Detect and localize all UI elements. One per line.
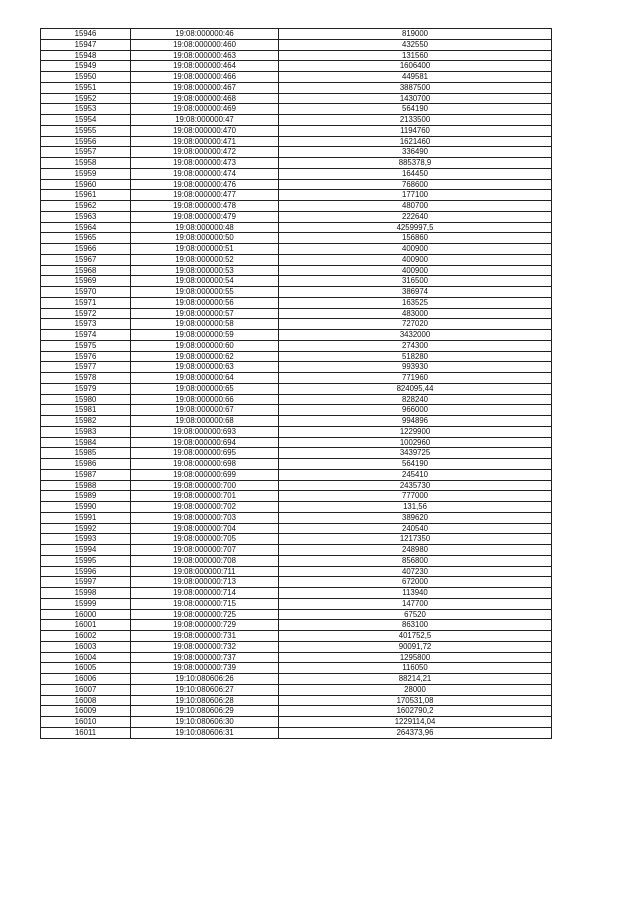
cadastral-number-cell: 19:08:000000:713 bbox=[131, 577, 279, 588]
table-row bbox=[41, 340, 552, 351]
row-number-cell: 15960 bbox=[41, 179, 131, 190]
table-row bbox=[41, 61, 552, 72]
row-number-cell: 15981 bbox=[41, 405, 131, 416]
table-row bbox=[41, 491, 552, 502]
value-cell: 336490 bbox=[279, 147, 552, 158]
value-cell: 177100 bbox=[279, 190, 552, 201]
cadastral-number-cell: 19:08:000000:66 bbox=[131, 394, 279, 405]
cadastral-number-cell: 19:08:000000:739 bbox=[131, 663, 279, 674]
cadastral-number-cell: 19:08:000000:55 bbox=[131, 287, 279, 298]
cadastral-number-cell: 19:08:000000:732 bbox=[131, 641, 279, 652]
value-cell: 564190 bbox=[279, 104, 552, 115]
row-number-cell: 15992 bbox=[41, 523, 131, 534]
table-row bbox=[41, 373, 552, 384]
row-number-cell: 15946 bbox=[41, 29, 131, 40]
table-row bbox=[41, 717, 552, 728]
value-cell: 2435730 bbox=[279, 480, 552, 491]
cadastral-number-cell: 19:08:000000:472 bbox=[131, 147, 279, 158]
value-cell: 480700 bbox=[279, 201, 552, 212]
table-row bbox=[41, 201, 552, 212]
table-row bbox=[41, 351, 552, 362]
cadastral-number-cell: 19:08:000000:699 bbox=[131, 469, 279, 480]
row-number-cell: 15990 bbox=[41, 502, 131, 513]
table-row bbox=[41, 222, 552, 233]
value-cell: 248980 bbox=[279, 545, 552, 556]
row-number-cell: 16001 bbox=[41, 620, 131, 631]
table-row bbox=[41, 319, 552, 330]
row-number-cell: 15948 bbox=[41, 50, 131, 61]
value-cell: 777000 bbox=[279, 491, 552, 502]
row-number-cell: 15994 bbox=[41, 545, 131, 556]
row-number-cell: 15954 bbox=[41, 115, 131, 126]
table-row bbox=[41, 588, 552, 599]
value-cell: 401752,5 bbox=[279, 631, 552, 642]
value-cell: 819000 bbox=[279, 29, 552, 40]
row-number-cell: 15980 bbox=[41, 394, 131, 405]
cadastral-number-cell: 19:08:000000:473 bbox=[131, 158, 279, 169]
row-number-cell: 16003 bbox=[41, 641, 131, 652]
row-number-cell: 15974 bbox=[41, 330, 131, 341]
cadastral-number-cell: 19:08:000000:464 bbox=[131, 61, 279, 72]
row-number-cell: 15986 bbox=[41, 459, 131, 470]
table-row bbox=[41, 147, 552, 158]
cadastral-number-cell: 19:08:000000:707 bbox=[131, 545, 279, 556]
table-row bbox=[41, 330, 552, 341]
value-cell: 156860 bbox=[279, 233, 552, 244]
value-cell: 113940 bbox=[279, 588, 552, 599]
row-number-cell: 15947 bbox=[41, 39, 131, 50]
table-row bbox=[41, 437, 552, 448]
cadastral-number-cell: 19:08:000000:737 bbox=[131, 652, 279, 663]
row-number-cell: 15976 bbox=[41, 351, 131, 362]
row-number-cell: 16000 bbox=[41, 609, 131, 620]
table-row bbox=[41, 545, 552, 556]
cadastral-number-cell: 19:08:000000:56 bbox=[131, 297, 279, 308]
row-number-cell: 15968 bbox=[41, 265, 131, 276]
row-number-cell: 16004 bbox=[41, 652, 131, 663]
value-cell: 993930 bbox=[279, 362, 552, 373]
cadastral-number-cell: 19:08:000000:50 bbox=[131, 233, 279, 244]
row-number-cell: 15957 bbox=[41, 147, 131, 158]
value-cell: 1621460 bbox=[279, 136, 552, 147]
table-row bbox=[41, 72, 552, 83]
row-number-cell: 15962 bbox=[41, 201, 131, 212]
value-cell: 163525 bbox=[279, 297, 552, 308]
cadastral-number-cell: 19:08:000000:58 bbox=[131, 319, 279, 330]
table-row bbox=[41, 566, 552, 577]
row-number-cell: 15973 bbox=[41, 319, 131, 330]
cadastral-number-cell: 19:08:000000:54 bbox=[131, 276, 279, 287]
table-row bbox=[41, 115, 552, 126]
cadastral-number-cell: 19:08:000000:700 bbox=[131, 480, 279, 491]
row-number-cell: 16005 bbox=[41, 663, 131, 674]
cadastral-number-cell: 19:08:000000:64 bbox=[131, 373, 279, 384]
cadastral-number-cell: 19:08:000000:57 bbox=[131, 308, 279, 319]
cadastral-number-cell: 19:08:000000:731 bbox=[131, 631, 279, 642]
table-row bbox=[41, 577, 552, 588]
value-cell: 863100 bbox=[279, 620, 552, 631]
value-cell: 856800 bbox=[279, 555, 552, 566]
row-number-cell: 15950 bbox=[41, 72, 131, 83]
value-cell: 1002960 bbox=[279, 437, 552, 448]
cadastral-number-cell: 19:08:000000:48 bbox=[131, 222, 279, 233]
cadastral-number-cell: 19:08:000000:46 bbox=[131, 29, 279, 40]
cadastral-value-table bbox=[40, 28, 552, 739]
value-cell: 389620 bbox=[279, 512, 552, 523]
value-cell: 1430700 bbox=[279, 93, 552, 104]
value-cell: 88214,21 bbox=[279, 674, 552, 685]
value-cell: 1606400 bbox=[279, 61, 552, 72]
value-cell: 449581 bbox=[279, 72, 552, 83]
row-number-cell: 15952 bbox=[41, 93, 131, 104]
cadastral-number-cell: 19:08:000000:711 bbox=[131, 566, 279, 577]
row-number-cell: 16009 bbox=[41, 706, 131, 717]
value-cell: 316500 bbox=[279, 276, 552, 287]
row-number-cell: 15953 bbox=[41, 104, 131, 115]
cadastral-number-cell: 19:08:000000:715 bbox=[131, 598, 279, 609]
table-row bbox=[41, 631, 552, 642]
value-cell: 727020 bbox=[279, 319, 552, 330]
cadastral-number-cell: 19:08:000000:62 bbox=[131, 351, 279, 362]
row-number-cell: 15959 bbox=[41, 168, 131, 179]
table-row bbox=[41, 706, 552, 717]
value-cell: 386974 bbox=[279, 287, 552, 298]
table-row bbox=[41, 179, 552, 190]
table-row bbox=[41, 190, 552, 201]
value-cell: 131,56 bbox=[279, 502, 552, 513]
table-row bbox=[41, 29, 552, 40]
value-cell: 407230 bbox=[279, 566, 552, 577]
row-number-cell: 15969 bbox=[41, 276, 131, 287]
value-cell: 1194760 bbox=[279, 125, 552, 136]
cadastral-number-cell: 19:08:000000:478 bbox=[131, 201, 279, 212]
row-number-cell: 15998 bbox=[41, 588, 131, 599]
cadastral-number-cell: 19:08:000000:705 bbox=[131, 534, 279, 545]
row-number-cell: 15949 bbox=[41, 61, 131, 72]
row-number-cell: 15983 bbox=[41, 426, 131, 437]
cadastral-number-cell: 19:08:000000:701 bbox=[131, 491, 279, 502]
value-cell: 67520 bbox=[279, 609, 552, 620]
row-number-cell: 15967 bbox=[41, 254, 131, 265]
value-cell: 768600 bbox=[279, 179, 552, 190]
value-cell: 483000 bbox=[279, 308, 552, 319]
row-number-cell: 16007 bbox=[41, 684, 131, 695]
value-cell: 3439725 bbox=[279, 448, 552, 459]
row-number-cell: 15991 bbox=[41, 512, 131, 523]
row-number-cell: 15978 bbox=[41, 373, 131, 384]
row-number-cell: 15996 bbox=[41, 566, 131, 577]
value-cell: 885378,9 bbox=[279, 158, 552, 169]
row-number-cell: 15966 bbox=[41, 244, 131, 255]
cadastral-number-cell: 19:10:080606:30 bbox=[131, 717, 279, 728]
table-row bbox=[41, 555, 552, 566]
row-number-cell: 15964 bbox=[41, 222, 131, 233]
table-row bbox=[41, 265, 552, 276]
row-number-cell: 15963 bbox=[41, 211, 131, 222]
value-cell: 274300 bbox=[279, 340, 552, 351]
cadastral-number-cell: 19:08:000000:68 bbox=[131, 416, 279, 427]
value-cell: 824095,44 bbox=[279, 383, 552, 394]
table-row bbox=[41, 641, 552, 652]
row-number-cell: 15984 bbox=[41, 437, 131, 448]
cadastral-number-cell: 19:08:000000:468 bbox=[131, 93, 279, 104]
value-cell: 222640 bbox=[279, 211, 552, 222]
value-cell: 672000 bbox=[279, 577, 552, 588]
cadastral-number-cell: 19:08:000000:479 bbox=[131, 211, 279, 222]
table-row bbox=[41, 459, 552, 470]
cadastral-number-cell: 19:08:000000:52 bbox=[131, 254, 279, 265]
row-number-cell: 15970 bbox=[41, 287, 131, 298]
value-cell: 564190 bbox=[279, 459, 552, 470]
value-cell: 170531,08 bbox=[279, 695, 552, 706]
cadastral-number-cell: 19:08:000000:695 bbox=[131, 448, 279, 459]
value-cell: 4259997,5 bbox=[279, 222, 552, 233]
cadastral-number-cell: 19:08:000000:729 bbox=[131, 620, 279, 631]
value-cell: 400900 bbox=[279, 265, 552, 276]
table-row bbox=[41, 136, 552, 147]
row-number-cell: 15988 bbox=[41, 480, 131, 491]
table-row bbox=[41, 125, 552, 136]
table-row bbox=[41, 308, 552, 319]
table-row bbox=[41, 695, 552, 706]
table-row bbox=[41, 244, 552, 255]
table-row bbox=[41, 652, 552, 663]
table-row bbox=[41, 448, 552, 459]
table-row bbox=[41, 383, 552, 394]
row-number-cell: 15979 bbox=[41, 383, 131, 394]
table-row bbox=[41, 39, 552, 50]
table-row bbox=[41, 609, 552, 620]
table-row bbox=[41, 362, 552, 373]
cadastral-number-cell: 19:10:080606:27 bbox=[131, 684, 279, 695]
table-row bbox=[41, 469, 552, 480]
value-cell: 400900 bbox=[279, 254, 552, 265]
value-cell: 828240 bbox=[279, 394, 552, 405]
row-number-cell: 15956 bbox=[41, 136, 131, 147]
row-number-cell: 15985 bbox=[41, 448, 131, 459]
cadastral-number-cell: 19:08:000000:693 bbox=[131, 426, 279, 437]
cadastral-number-cell: 19:10:080606:29 bbox=[131, 706, 279, 717]
row-number-cell: 15999 bbox=[41, 598, 131, 609]
row-number-cell: 15951 bbox=[41, 82, 131, 93]
value-cell: 1229114,04 bbox=[279, 717, 552, 728]
row-number-cell: 15997 bbox=[41, 577, 131, 588]
cadastral-number-cell: 19:08:000000:725 bbox=[131, 609, 279, 620]
cadastral-number-cell: 19:08:000000:714 bbox=[131, 588, 279, 599]
cadastral-number-cell: 19:08:000000:59 bbox=[131, 330, 279, 341]
table-row bbox=[41, 168, 552, 179]
value-cell: 264373,96 bbox=[279, 727, 552, 738]
table-row bbox=[41, 620, 552, 631]
cadastral-number-cell: 19:08:000000:703 bbox=[131, 512, 279, 523]
cadastral-number-cell: 19:08:000000:702 bbox=[131, 502, 279, 513]
cadastral-number-cell: 19:10:080606:31 bbox=[131, 727, 279, 738]
table-row bbox=[41, 297, 552, 308]
table-row bbox=[41, 674, 552, 685]
table-row bbox=[41, 663, 552, 674]
table-row bbox=[41, 158, 552, 169]
cadastral-number-cell: 19:08:000000:466 bbox=[131, 72, 279, 83]
value-cell: 1602790,2 bbox=[279, 706, 552, 717]
cadastral-number-cell: 19:08:000000:60 bbox=[131, 340, 279, 351]
cadastral-number-cell: 19:08:000000:471 bbox=[131, 136, 279, 147]
value-cell: 240540 bbox=[279, 523, 552, 534]
table-row bbox=[41, 684, 552, 695]
value-cell: 994896 bbox=[279, 416, 552, 427]
cadastral-number-cell: 19:08:000000:53 bbox=[131, 265, 279, 276]
table-row bbox=[41, 512, 552, 523]
row-number-cell: 15972 bbox=[41, 308, 131, 319]
cadastral-number-cell: 19:10:080606:26 bbox=[131, 674, 279, 685]
table-row bbox=[41, 254, 552, 265]
cadastral-number-cell: 19:08:000000:470 bbox=[131, 125, 279, 136]
cadastral-number-cell: 19:08:000000:63 bbox=[131, 362, 279, 373]
cadastral-number-cell: 19:08:000000:708 bbox=[131, 555, 279, 566]
table-row bbox=[41, 104, 552, 115]
row-number-cell: 15958 bbox=[41, 158, 131, 169]
row-number-cell: 15989 bbox=[41, 491, 131, 502]
value-cell: 1295800 bbox=[279, 652, 552, 663]
row-number-cell: 16010 bbox=[41, 717, 131, 728]
table-row bbox=[41, 287, 552, 298]
table-row bbox=[41, 394, 552, 405]
table-row bbox=[41, 93, 552, 104]
table-row bbox=[41, 523, 552, 534]
table-row bbox=[41, 598, 552, 609]
row-number-cell: 15995 bbox=[41, 555, 131, 566]
cadastral-number-cell: 19:08:000000:51 bbox=[131, 244, 279, 255]
table-row bbox=[41, 50, 552, 61]
table-row bbox=[41, 276, 552, 287]
row-number-cell: 15961 bbox=[41, 190, 131, 201]
row-number-cell: 15971 bbox=[41, 297, 131, 308]
table-row bbox=[41, 211, 552, 222]
cadastral-number-cell: 19:08:000000:65 bbox=[131, 383, 279, 394]
cadastral-number-cell: 19:08:000000:467 bbox=[131, 82, 279, 93]
value-cell: 1217350 bbox=[279, 534, 552, 545]
value-cell: 147700 bbox=[279, 598, 552, 609]
value-cell: 164450 bbox=[279, 168, 552, 179]
value-cell: 518280 bbox=[279, 351, 552, 362]
cadastral-number-cell: 19:08:000000:67 bbox=[131, 405, 279, 416]
cadastral-number-cell: 19:08:000000:460 bbox=[131, 39, 279, 50]
table-body bbox=[41, 29, 552, 739]
row-number-cell: 16002 bbox=[41, 631, 131, 642]
row-number-cell: 15982 bbox=[41, 416, 131, 427]
cadastral-number-cell: 19:10:080606:28 bbox=[131, 695, 279, 706]
table-row bbox=[41, 534, 552, 545]
row-number-cell: 16011 bbox=[41, 727, 131, 738]
table-row bbox=[41, 82, 552, 93]
cadastral-number-cell: 19:08:000000:698 bbox=[131, 459, 279, 470]
value-cell: 966000 bbox=[279, 405, 552, 416]
row-number-cell: 15975 bbox=[41, 340, 131, 351]
table-row bbox=[41, 480, 552, 491]
row-number-cell: 16008 bbox=[41, 695, 131, 706]
table-row bbox=[41, 416, 552, 427]
row-number-cell: 15987 bbox=[41, 469, 131, 480]
cadastral-number-cell: 19:08:000000:476 bbox=[131, 179, 279, 190]
table-row bbox=[41, 502, 552, 513]
value-cell: 116050 bbox=[279, 663, 552, 674]
table-row bbox=[41, 233, 552, 244]
value-cell: 771960 bbox=[279, 373, 552, 384]
cadastral-number-cell: 19:08:000000:694 bbox=[131, 437, 279, 448]
value-cell: 2133500 bbox=[279, 115, 552, 126]
table-row bbox=[41, 426, 552, 437]
row-number-cell: 15977 bbox=[41, 362, 131, 373]
table-row bbox=[41, 727, 552, 738]
value-cell: 90091,72 bbox=[279, 641, 552, 652]
value-cell: 1229900 bbox=[279, 426, 552, 437]
cadastral-number-cell: 19:08:000000:463 bbox=[131, 50, 279, 61]
value-cell: 131560 bbox=[279, 50, 552, 61]
value-cell: 28000 bbox=[279, 684, 552, 695]
row-number-cell: 16006 bbox=[41, 674, 131, 685]
row-number-cell: 15965 bbox=[41, 233, 131, 244]
cadastral-number-cell: 19:08:000000:704 bbox=[131, 523, 279, 534]
value-cell: 3887500 bbox=[279, 82, 552, 93]
cadastral-number-cell: 19:08:000000:469 bbox=[131, 104, 279, 115]
value-cell: 400900 bbox=[279, 244, 552, 255]
value-cell: 432550 bbox=[279, 39, 552, 50]
row-number-cell: 15993 bbox=[41, 534, 131, 545]
value-cell: 245410 bbox=[279, 469, 552, 480]
table-row bbox=[41, 405, 552, 416]
row-number-cell: 15955 bbox=[41, 125, 131, 136]
cadastral-number-cell: 19:08:000000:477 bbox=[131, 190, 279, 201]
cadastral-number-cell: 19:08:000000:47 bbox=[131, 115, 279, 126]
value-cell: 3432000 bbox=[279, 330, 552, 341]
cadastral-number-cell: 19:08:000000:474 bbox=[131, 168, 279, 179]
